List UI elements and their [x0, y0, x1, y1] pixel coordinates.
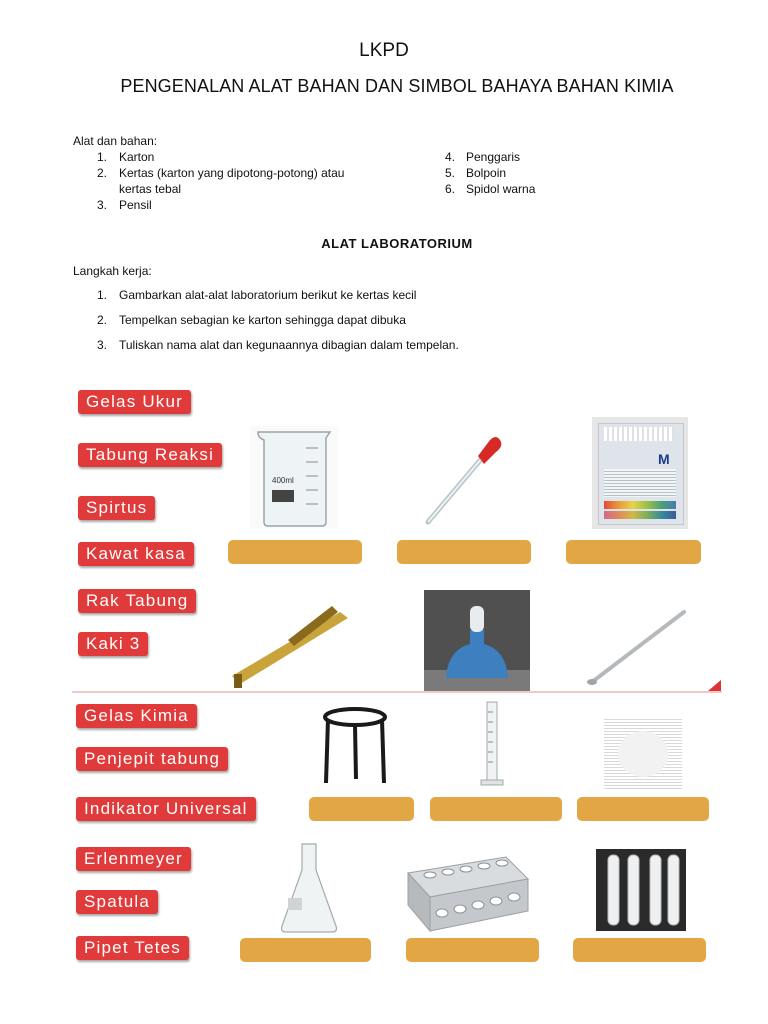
page-subtitle: PENGENALAN ALAT BAHAN DAN SIMBOL BAHAYA BAHAN KIMIA — [120, 76, 674, 96]
spirit-lamp-image — [424, 590, 530, 692]
spatula-image — [584, 604, 692, 690]
page-divider — [72, 691, 722, 693]
erlenmeyer-image — [278, 840, 340, 934]
label-kaki-3: Kaki 3 — [78, 632, 148, 656]
label-rak-tabung: Rak Tabung — [78, 589, 196, 613]
test-tubes-image — [596, 849, 686, 931]
list-item: 6. Spidol warna — [444, 182, 536, 196]
steps-heading: Langkah kerja: — [73, 264, 152, 278]
list-item: 5. Bolpoin — [444, 166, 507, 180]
answer-slot-6[interactable] — [577, 797, 709, 821]
answer-slot-1[interactable] — [228, 540, 362, 564]
answer-slot-9[interactable] — [573, 938, 706, 962]
label-spirtus: Spirtus — [78, 496, 155, 520]
label-gelas-kimia: Gelas Kimia — [76, 704, 197, 728]
steps-list — [87, 287, 587, 362]
materials-heading: Alat dan bahan: — [73, 134, 158, 148]
beaker-image — [250, 426, 338, 528]
list-item: 2. Kertas (karton yang dipotong-potong) atau — [96, 166, 345, 180]
materials-right-list — [435, 149, 635, 197]
corner-mark — [708, 680, 721, 691]
label-kawat-kasa: Kawat kasa — [78, 542, 194, 566]
label-gelas-ukur: Gelas Ukur — [78, 390, 191, 414]
list-item: 3. Pensil — [96, 198, 152, 212]
label-penjepit-tabung: Penjepit tabung — [76, 747, 228, 771]
dropper-image — [420, 432, 506, 528]
list-item: kertas tebal — [119, 182, 182, 196]
wire-gauze-image — [604, 719, 682, 789]
list-item: 2. Tempelkan sebagian ke karton sehingga dapat dibuka — [96, 313, 406, 327]
answer-slot-5[interactable] — [430, 797, 562, 821]
answer-slot-3[interactable] — [566, 540, 701, 564]
test-tube-clamp-image — [228, 604, 352, 690]
label-tabung-reaksi: Tabung Reaksi — [78, 443, 222, 467]
label-indikator-universal: Indikator Universal — [76, 797, 256, 821]
label-erlenmeyer: Erlenmeyer — [76, 847, 191, 871]
answer-slot-7[interactable] — [240, 938, 371, 962]
indicator-letter: M — [658, 451, 670, 467]
answer-slot-2[interactable] — [397, 540, 531, 564]
list-item: 1. Karton — [96, 150, 155, 164]
answer-slot-4[interactable] — [309, 797, 414, 821]
page-title: LKPD — [359, 40, 409, 61]
label-pipet-tetes: Pipet Tetes — [76, 936, 189, 960]
list-item: 1. Gambarkan alat-alat laboratorium berikut ke kertas kecil — [96, 288, 417, 302]
answer-slot-8[interactable] — [406, 938, 539, 962]
section-title: ALAT LABORATORIUM — [321, 236, 473, 251]
materials-left-list — [87, 149, 407, 213]
beaker-volume-text: 400ml — [272, 476, 294, 485]
list-item: 4. Penggaris — [444, 150, 521, 164]
test-tube-rack-image — [400, 853, 532, 933]
label-spatula: Spatula — [76, 890, 158, 914]
tripod-image — [320, 703, 390, 787]
indicator-box-image — [592, 417, 688, 529]
list-item: 3. Tuliskan nama alat dan kegunaannya dibagian dalam tempelan. — [96, 338, 459, 352]
measuring-cylinder-image — [478, 700, 506, 788]
